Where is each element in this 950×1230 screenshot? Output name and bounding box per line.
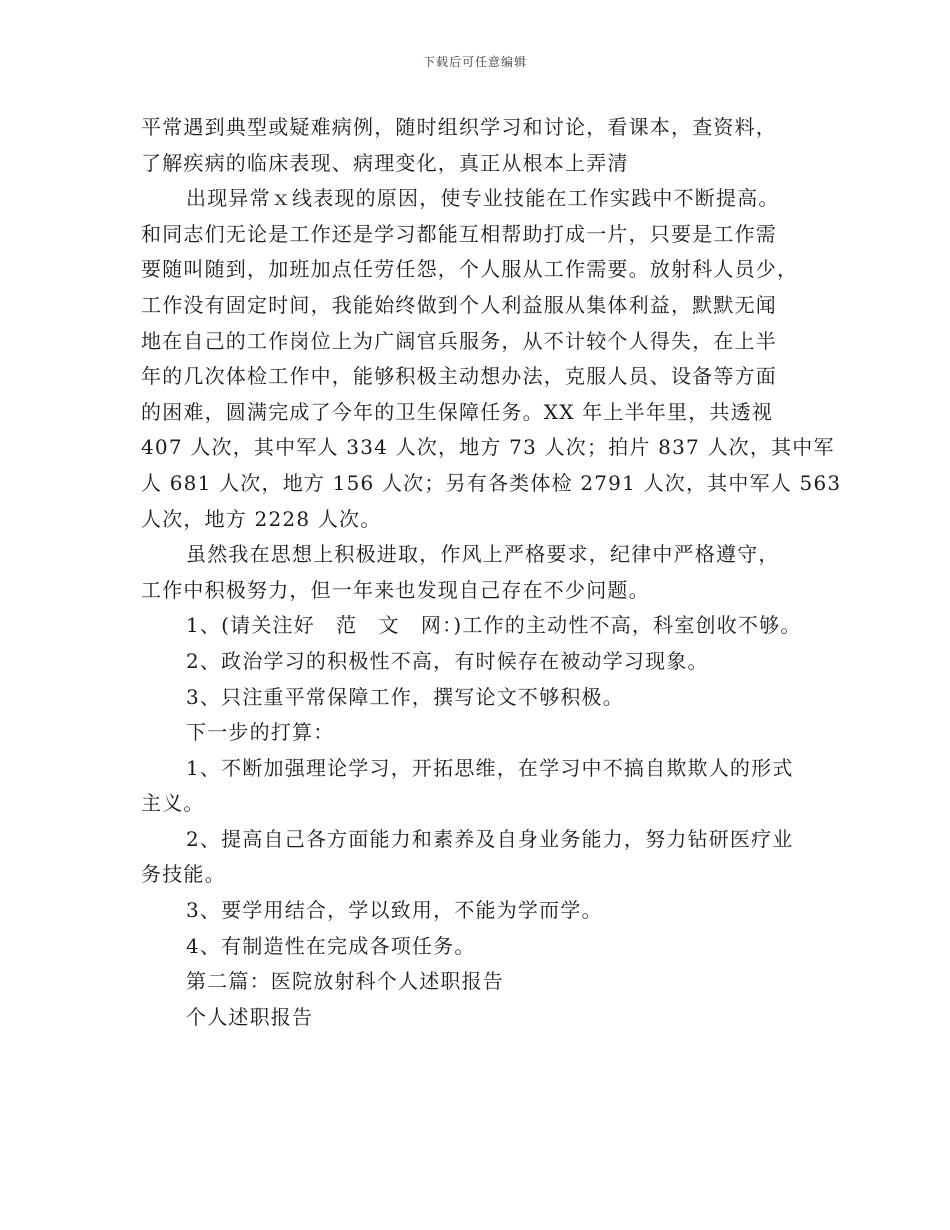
section-heading: 第二篇：医院放射科个人述职报告 bbox=[186, 969, 504, 994]
text-line: 了解疾病的临床表现、病理变化，真正从根本上弄清 bbox=[141, 150, 629, 175]
text-line: 地在自己的工作岗位上为广阔官兵服务，从不计较个人得失，在上半 bbox=[141, 328, 777, 353]
text-line: 下一步的打算： bbox=[186, 720, 335, 745]
text-line: 出现异常ｘ线表现的原因，使专业技能在工作实践中不断提高。 bbox=[186, 186, 780, 211]
text-line: 3、要学用结合，学以致用，不能为学而学。 bbox=[186, 898, 603, 923]
text-line: 要随叫随到，加班加点任劳任怨，个人服从工作需要。放射科人员少， bbox=[141, 257, 799, 282]
text-line: 平常遇到典型或疑难病例，随时组织学习和讨论，看课本，查资料， bbox=[141, 115, 777, 139]
text-line: 1、不断加强理论学习，开拓思维，在学习中不搞自欺欺人的形式 bbox=[186, 755, 794, 780]
text-line: 虽然我在思想上积极进取，作风上严格要求，纪律中严格遵守， bbox=[186, 542, 780, 567]
text-line: 4、有制造性在完成各项任务。 bbox=[186, 933, 476, 958]
text-line: 的困难，圆满完成了今年的卫生保障任务。XX 年上半年里，共透视 bbox=[141, 399, 774, 424]
text-line: 人次，地方 2228 人次。 bbox=[141, 506, 382, 531]
text-line: 407 人次，其中军人 334 人次，地方 73 人次；拍片 837 人次，其中军 bbox=[141, 435, 835, 460]
text-line: 2、政治学习的积极性不高，有时候存在被动学习现象。 bbox=[186, 648, 709, 673]
section-subheading: 个人述职报告 bbox=[186, 1004, 314, 1029]
text-line: 3、只注重平常保障工作，撰写论文不够积极。 bbox=[186, 684, 624, 709]
text-line: 工作没有固定时间，我能始终做到个人利益服从集体利益，默默无闻 bbox=[141, 292, 777, 317]
document-body bbox=[141, 110, 842, 1035]
text-line: 2、提高自己各方面能力和素养及自身业务能力，努力钻研医疗业 bbox=[186, 826, 794, 851]
text-line: 1、(请关注好 范 文 网：)工作的主动性不高，科室创收不够。 bbox=[186, 613, 802, 638]
text-line: 和同志们无论是工作还是学习都能互相帮助打成一片，只要是工作需 bbox=[141, 221, 777, 246]
text-line: 务技能。 bbox=[141, 862, 226, 887]
text-line: 主义。 bbox=[141, 791, 205, 816]
page-header: 下载后可任意编辑 bbox=[422, 55, 527, 69]
text-line: 人 681 人次，地方 156 人次；另有各类体检 2791 人次，其中军人 563 bbox=[141, 470, 842, 495]
text-line: 工作中积极努力，但一年来也发现自己存在不少问题。 bbox=[141, 577, 650, 602]
text-line: 年的几次体检工作中，能够积极主动想办法，克服人员、设备等方面 bbox=[141, 364, 777, 389]
